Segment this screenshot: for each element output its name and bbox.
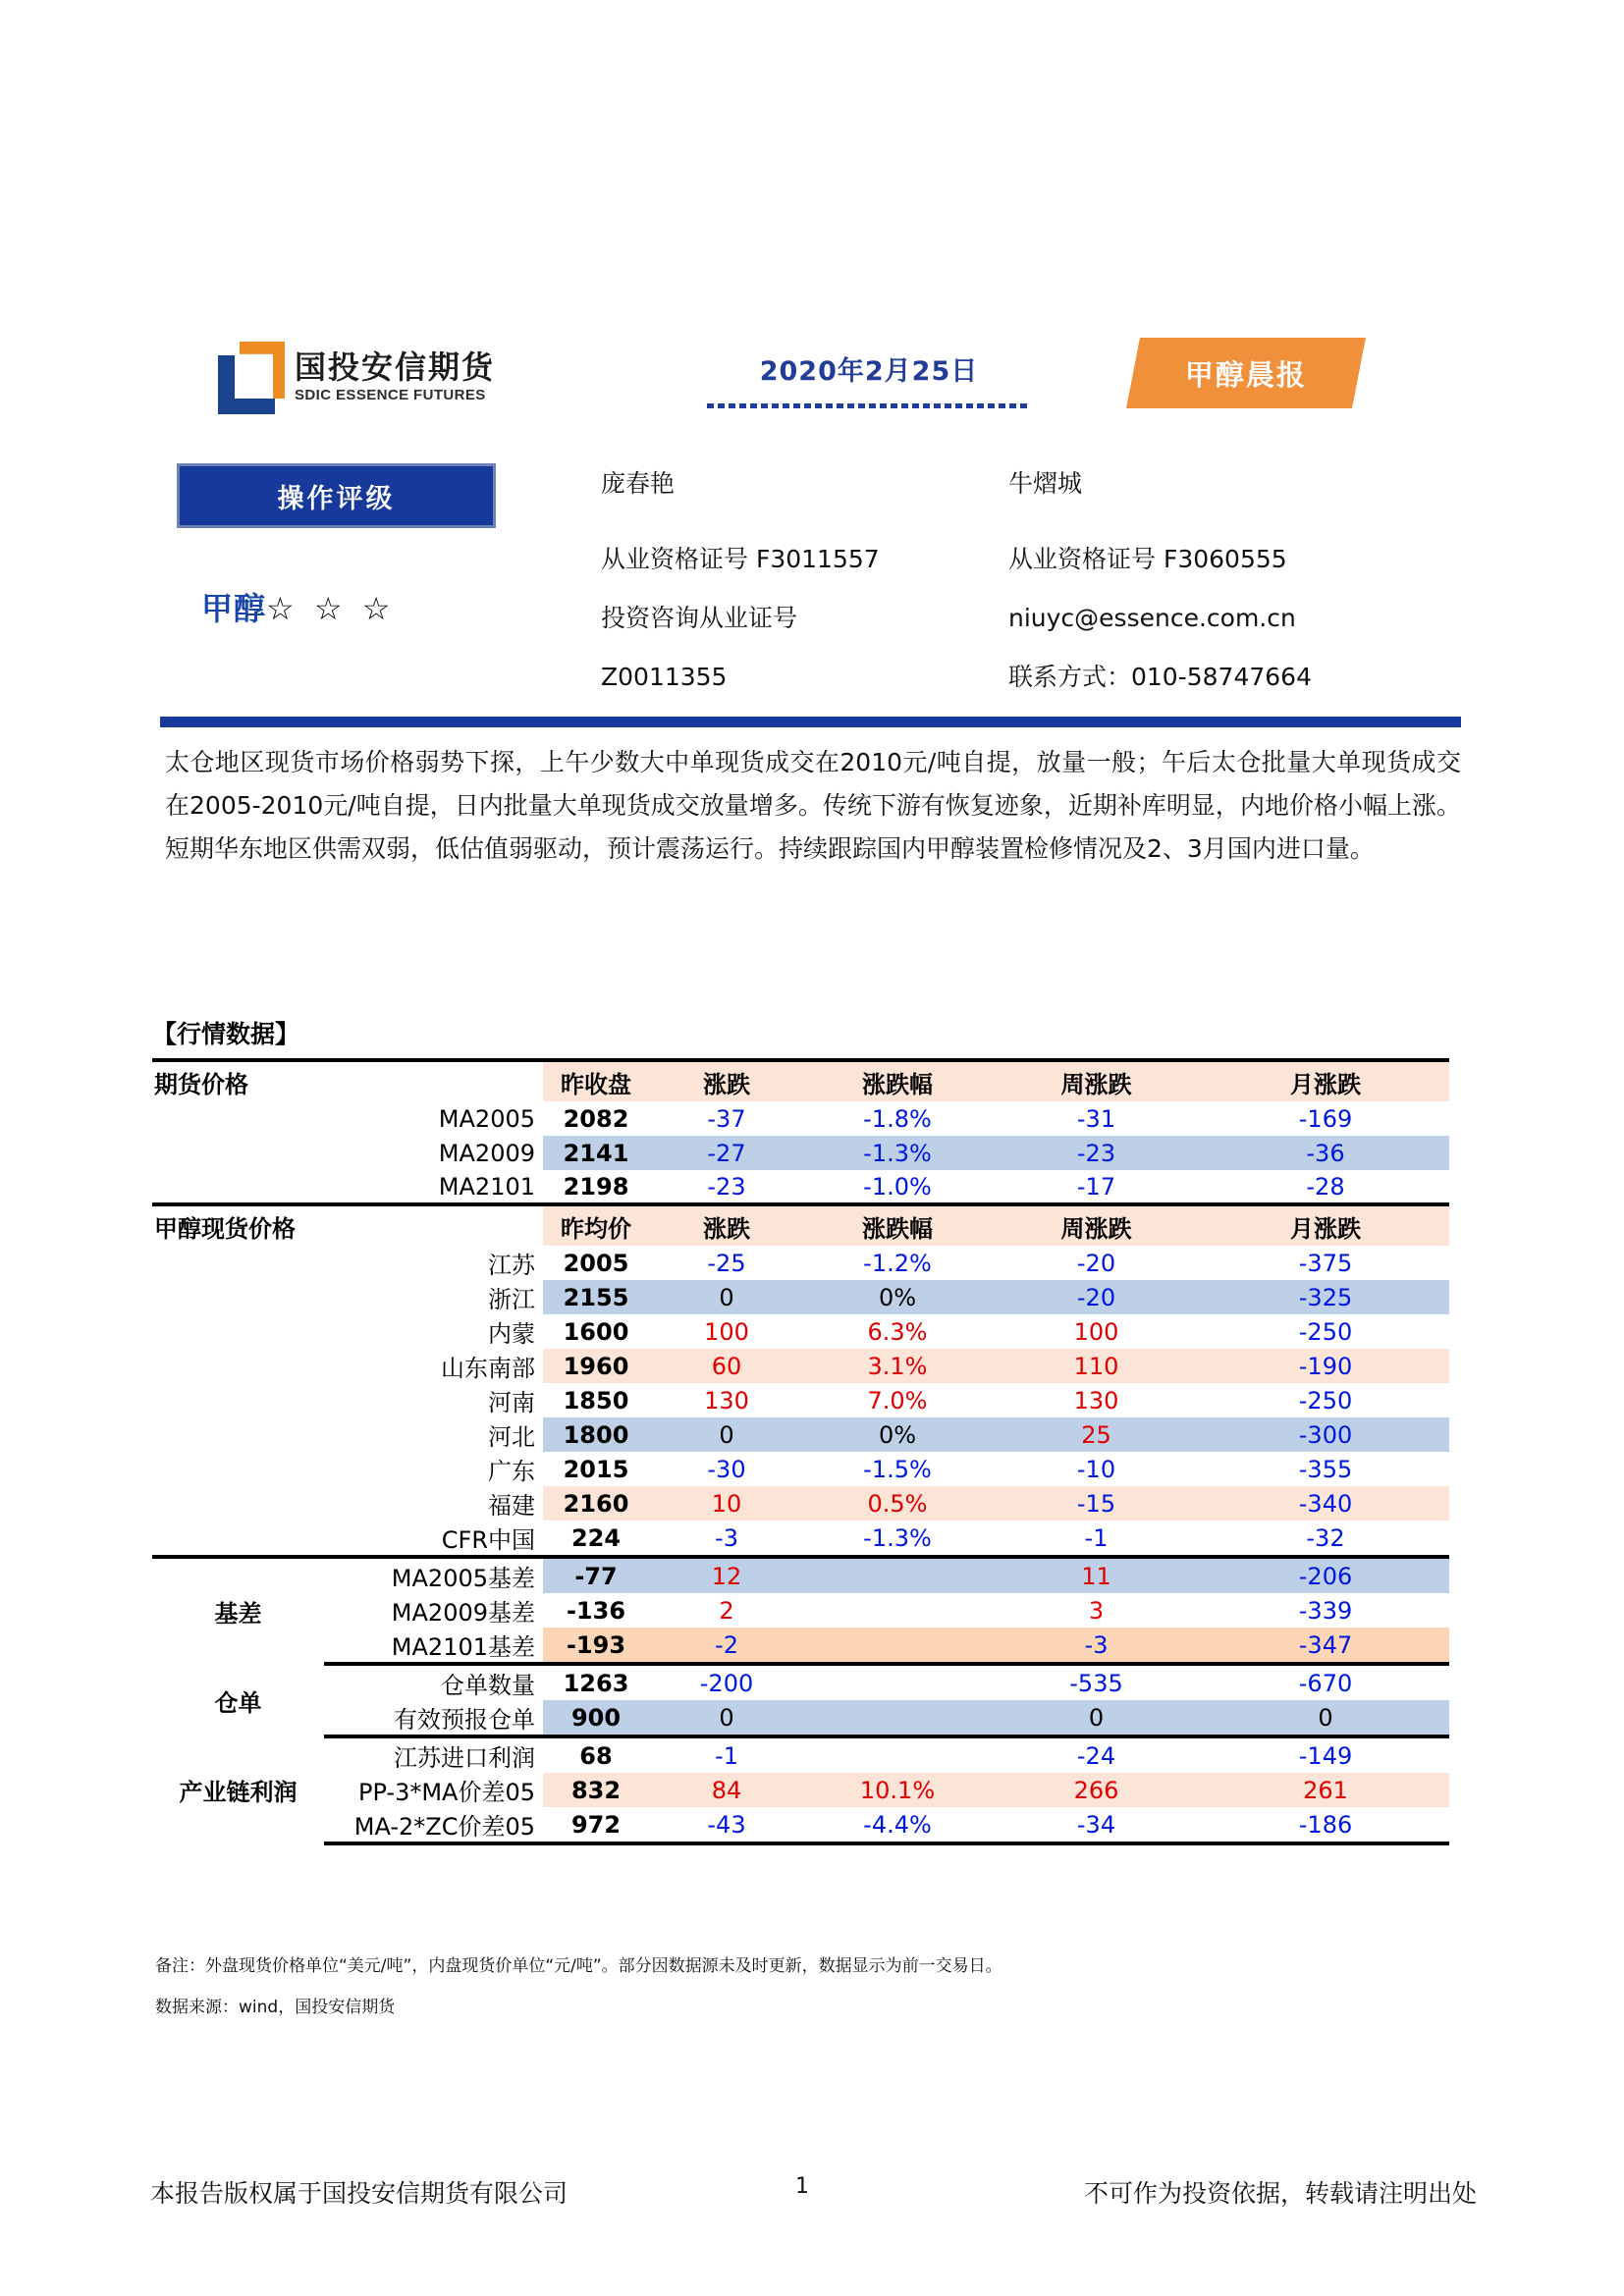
market-summary-paragraph: 太仓地区现货市场价格弱势下探，上午少数大中单现货成交在2010元/吨自提，放量一般；午后太仓批量大单现货成交在2005-2010元/吨自提，日内批量大单现货成交放量增多。传统下游有恢复迹象，近期补库明显，内地价格小幅上涨。短期华东地区供需双弱，低估值弱驱动，预计震荡运行。持续跟踪国内甲醇装置检修情况及2、3月国内进口量。 <box>165 748 1461 863</box>
row-item-label: 仓单数量 <box>441 1672 535 1699</box>
cell-month-change: -355 <box>1298 1455 1353 1483</box>
report-date: 2020年2月25日 <box>759 356 979 387</box>
column-header: 月涨跌 <box>1202 1060 1449 1101</box>
cell-change-pct: -1.3% <box>804 1136 991 1170</box>
cell-month-change: -169 <box>1298 1104 1353 1133</box>
cell-month-change: 0 <box>1202 1700 1449 1736</box>
author2-email: niuyc@essence.com.cn <box>1008 604 1296 632</box>
table-row <box>152 1349 1449 1383</box>
report-date-block <box>707 349 1031 408</box>
cell-change-pct: -1.5% <box>863 1455 932 1483</box>
author2-phone: 联系方式：010-58747664 <box>1008 663 1312 691</box>
table-row <box>152 1383 1449 1417</box>
author-column-right <box>1008 461 1431 707</box>
row-group-spacer <box>152 1521 324 1557</box>
row-item-label: 河北 <box>488 1423 535 1451</box>
cell-change: 100 <box>704 1317 749 1346</box>
cell-week-change: 130 <box>1073 1386 1119 1415</box>
cell-change: -1 <box>715 1741 738 1770</box>
cell-week-change: -17 <box>991 1170 1202 1204</box>
column-header: 周涨跌 <box>991 1060 1202 1101</box>
cell-change: 84 <box>649 1773 804 1807</box>
row-group-spacer <box>152 1136 324 1170</box>
header-divider <box>160 717 1461 727</box>
cell-month-change: -28 <box>1202 1170 1449 1204</box>
row-group-spacer <box>152 1170 324 1204</box>
footer-page-number: 1 <box>795 2174 809 2199</box>
market-data-table <box>152 1058 1449 1845</box>
cell-week-change: 110 <box>991 1349 1202 1383</box>
cell-value: -136 <box>566 1596 626 1625</box>
row-group-label: 基差 <box>214 1600 262 1628</box>
table-row <box>152 1557 1449 1593</box>
cell-change: -30 <box>707 1455 746 1483</box>
column-header: 周涨跌 <box>991 1204 1202 1246</box>
cell-change: 10 <box>649 1486 804 1521</box>
row-group-spacer <box>152 1349 324 1383</box>
row-item-label: MA-2*ZC价差05 <box>324 1807 543 1843</box>
cell-change-pct: -1.8% <box>863 1104 932 1133</box>
cell-month-change: -340 <box>1202 1486 1449 1521</box>
cell-change-pct <box>804 1664 991 1700</box>
dotted-rule <box>707 403 1031 408</box>
cell-month-change: -32 <box>1202 1521 1449 1557</box>
cell-change-pct: -1.0% <box>804 1170 991 1204</box>
cell-week-change: 100 <box>1073 1317 1119 1346</box>
table-row <box>152 1314 1449 1349</box>
cell-week-change: -3 <box>991 1628 1202 1664</box>
cell-month-change: -339 <box>1298 1596 1353 1625</box>
cell-month-change: -250 <box>1298 1386 1353 1415</box>
cell-week-change: -1 <box>991 1521 1202 1557</box>
cell-change: -23 <box>649 1170 804 1204</box>
cell-change-pct: 7.0% <box>867 1386 928 1415</box>
column-header: 期货价格 <box>152 1060 543 1101</box>
table-row <box>152 1807 1449 1843</box>
page-footer <box>0 2174 1624 2214</box>
row-group-spacer <box>152 1280 324 1314</box>
column-header: 昨收盘 <box>543 1060 649 1101</box>
table-row <box>152 1700 1449 1736</box>
row-item-label: 福建 <box>488 1492 535 1520</box>
author1-cert: 从业资格证号 F3011557 <box>601 545 880 573</box>
cell-change-pct: -1.3% <box>804 1521 991 1557</box>
cell-week-change: -34 <box>991 1807 1202 1843</box>
cell-change: -3 <box>649 1521 804 1557</box>
cell-change-pct: 3.1% <box>804 1349 991 1383</box>
cell-change-pct: 0.5% <box>804 1486 991 1521</box>
logo-name-en: SDIC ESSENCE FUTURES <box>295 386 486 403</box>
row-item-label: CFR中国 <box>324 1521 543 1557</box>
row-item-label: 河南 <box>488 1389 535 1416</box>
cell-change: 130 <box>704 1386 749 1415</box>
cell-month-change: -670 <box>1298 1669 1353 1697</box>
cell-value: -77 <box>543 1557 649 1593</box>
cell-value: 2015 <box>563 1455 629 1483</box>
cell-month-change: -375 <box>1298 1249 1353 1277</box>
cell-value: 2160 <box>543 1486 649 1521</box>
cell-change: 60 <box>649 1349 804 1383</box>
cell-week-change: -31 <box>1076 1104 1116 1133</box>
rating-stars: ☆ ☆ ☆ <box>266 590 396 627</box>
market-data-tbody <box>152 1060 1449 1843</box>
row-item-label: MA2009 <box>438 1139 535 1167</box>
table-row <box>152 1736 1449 1773</box>
cell-week-change: 266 <box>991 1773 1202 1807</box>
cell-week-change: 11 <box>991 1557 1202 1593</box>
report-header <box>0 334 1624 442</box>
cell-change-pct <box>804 1628 991 1664</box>
row-item-label: MA2005基差 <box>391 1565 535 1592</box>
table-row <box>152 1773 1449 1807</box>
commodity-name: 甲醇 <box>201 590 267 627</box>
cell-week-change: -10 <box>1076 1455 1116 1483</box>
cell-value: 1600 <box>563 1317 629 1346</box>
section-title-market-data: 【行情数据】 <box>152 1020 300 1048</box>
cell-change-pct: 6.3% <box>867 1317 928 1346</box>
column-header: 涨跌 <box>649 1060 804 1101</box>
row-item-label: MA2005 <box>438 1104 535 1133</box>
cell-week-change: -23 <box>991 1136 1202 1170</box>
row-item-label: MA2009基差 <box>391 1599 535 1627</box>
table-row <box>152 1280 1449 1314</box>
row-group-spacer <box>152 1417 324 1452</box>
table-row <box>152 1246 1449 1280</box>
cell-change: 2 <box>719 1596 734 1625</box>
cell-month-change: -300 <box>1202 1417 1449 1452</box>
cell-value: 2155 <box>543 1280 649 1314</box>
table-row <box>152 1486 1449 1521</box>
operation-rating-box <box>177 463 496 528</box>
row-group-label: 产业链利润 <box>179 1779 298 1806</box>
cell-change: 0 <box>649 1280 804 1314</box>
cell-value: 1800 <box>543 1417 649 1452</box>
cell-month-change: 261 <box>1202 1773 1449 1807</box>
author1-name: 庞春艳 <box>601 469 676 498</box>
table-row <box>152 1136 1449 1170</box>
table-row <box>152 1452 1449 1486</box>
row-item-label: 江苏进口利润 <box>394 1744 535 1772</box>
cell-month-change: -347 <box>1202 1628 1449 1664</box>
cell-week-change: 0 <box>991 1700 1202 1736</box>
row-item-label: PP-3*MA价差05 <box>357 1779 535 1806</box>
cell-change: -200 <box>699 1669 754 1697</box>
report-type-badge <box>1126 338 1366 408</box>
footer-copyright: 本报告版权属于国投安信期货有限公司 <box>150 2179 568 2208</box>
cell-change: -37 <box>707 1104 746 1133</box>
footer-disclaimer: 不可作为投资依据，转载请注明出处 <box>1083 2179 1477 2208</box>
table-row <box>152 1417 1449 1452</box>
row-item-label: 山东南部 <box>441 1355 535 1382</box>
report-type-label: 甲醇晨报 <box>1184 357 1307 392</box>
row-group-spacer <box>152 1452 324 1486</box>
table-row <box>152 1101 1449 1136</box>
cell-month-change: -36 <box>1202 1136 1449 1170</box>
data-source: 数据来源：wind，国投安信期货 <box>155 1998 396 2017</box>
author2-name: 牛熠城 <box>1008 469 1083 498</box>
row-item-label: 有效预报仓单 <box>324 1700 543 1736</box>
cell-value: 1263 <box>563 1669 629 1697</box>
cell-month-change: -250 <box>1298 1317 1353 1346</box>
cell-change-pct: 0% <box>804 1417 991 1452</box>
cell-value: 832 <box>543 1773 649 1807</box>
cell-week-change: -20 <box>1076 1249 1116 1277</box>
row-group-label: 仓单 <box>214 1688 262 1717</box>
author2-cert: 从业资格证号 F3060555 <box>1008 545 1287 573</box>
cell-change: 12 <box>649 1557 804 1593</box>
cell-value: 900 <box>543 1700 649 1736</box>
cell-value: 224 <box>543 1521 649 1557</box>
row-item-label: 广东 <box>488 1458 535 1485</box>
cell-week-change: -24 <box>1076 1741 1116 1770</box>
cell-week-change: 3 <box>1088 1596 1105 1625</box>
cell-week-change: -20 <box>991 1280 1202 1314</box>
cell-change-pct <box>804 1593 991 1628</box>
cell-change: -27 <box>649 1136 804 1170</box>
row-group-spacer <box>152 1246 324 1280</box>
operation-rating-label: 操作评级 <box>277 483 396 514</box>
author1-consult-no: Z0011355 <box>601 663 728 691</box>
cell-change: 0 <box>649 1417 804 1452</box>
column-header: 甲醇现货价格 <box>154 1214 296 1243</box>
row-group-spacer <box>152 1486 324 1521</box>
table-row <box>152 1521 1449 1557</box>
row-group-spacer <box>152 1101 324 1136</box>
column-header: 涨跌幅 <box>804 1060 991 1101</box>
cell-value: 68 <box>579 1741 613 1770</box>
cell-value: 1960 <box>543 1349 649 1383</box>
row-group-spacer <box>152 1314 324 1349</box>
row-item-label: 浙江 <box>488 1286 535 1313</box>
cell-week-change: -15 <box>991 1486 1202 1521</box>
sdic-logo-icon <box>218 342 285 414</box>
row-item-label: 内蒙 <box>488 1320 535 1348</box>
cell-change: -25 <box>707 1249 746 1277</box>
cell-change-pct <box>804 1557 991 1593</box>
row-item-label: 江苏 <box>488 1252 535 1279</box>
cell-change-pct <box>804 1700 991 1736</box>
cell-value: 2198 <box>543 1170 649 1204</box>
table-remark: 备注：外盘现货价格单位“美元/吨”，内盘现货价单位“元/吨”。部分因数据源未及时更新，数据显示为前一交易日。 <box>155 1956 1002 1976</box>
column-header: 昨均价 <box>543 1204 649 1246</box>
cell-month-change: -206 <box>1202 1557 1449 1593</box>
cell-change-pct <box>804 1736 991 1773</box>
cell-value: 2082 <box>563 1104 629 1133</box>
column-header: 涨跌幅 <box>804 1204 991 1246</box>
cell-change: -2 <box>649 1628 804 1664</box>
cell-value: -193 <box>543 1628 649 1664</box>
cell-value: 1850 <box>563 1386 629 1415</box>
table-header-row <box>152 1060 1449 1101</box>
table-row <box>152 1628 1449 1664</box>
row-item-label: MA2101 <box>324 1170 543 1204</box>
cell-value: 972 <box>543 1807 649 1843</box>
table-row <box>152 1593 1449 1628</box>
cell-change: -43 <box>649 1807 804 1843</box>
cell-week-change: -535 <box>1069 1669 1123 1697</box>
cell-month-change: -325 <box>1202 1280 1449 1314</box>
row-item-label: MA2101基差 <box>324 1628 543 1664</box>
author1-consult-label: 投资咨询从业证号 <box>601 604 798 632</box>
cell-change-pct: -1.2% <box>863 1249 932 1277</box>
cell-change-pct: 10.1% <box>804 1773 991 1807</box>
cell-change-pct: 0% <box>804 1280 991 1314</box>
column-header: 月涨跌 <box>1202 1204 1449 1246</box>
company-logo <box>218 342 495 414</box>
cell-month-change: -190 <box>1202 1349 1449 1383</box>
author-column-left <box>601 461 1023 707</box>
cell-change: 0 <box>649 1700 804 1736</box>
cell-value: 2141 <box>543 1136 649 1170</box>
table-header-row <box>152 1204 1449 1246</box>
table-row <box>152 1664 1449 1700</box>
cell-month-change: -186 <box>1202 1807 1449 1843</box>
commodity-rating <box>201 584 395 629</box>
cell-week-change: 25 <box>991 1417 1202 1452</box>
cell-change-pct: -4.4% <box>804 1807 991 1843</box>
column-header: 涨跌 <box>649 1204 804 1246</box>
table-row <box>152 1170 1449 1204</box>
logo-name-cn: 国投安信期货 <box>295 348 496 387</box>
cell-value: 2005 <box>563 1249 629 1277</box>
cell-month-change: -149 <box>1298 1741 1353 1770</box>
row-group-spacer <box>152 1383 324 1417</box>
